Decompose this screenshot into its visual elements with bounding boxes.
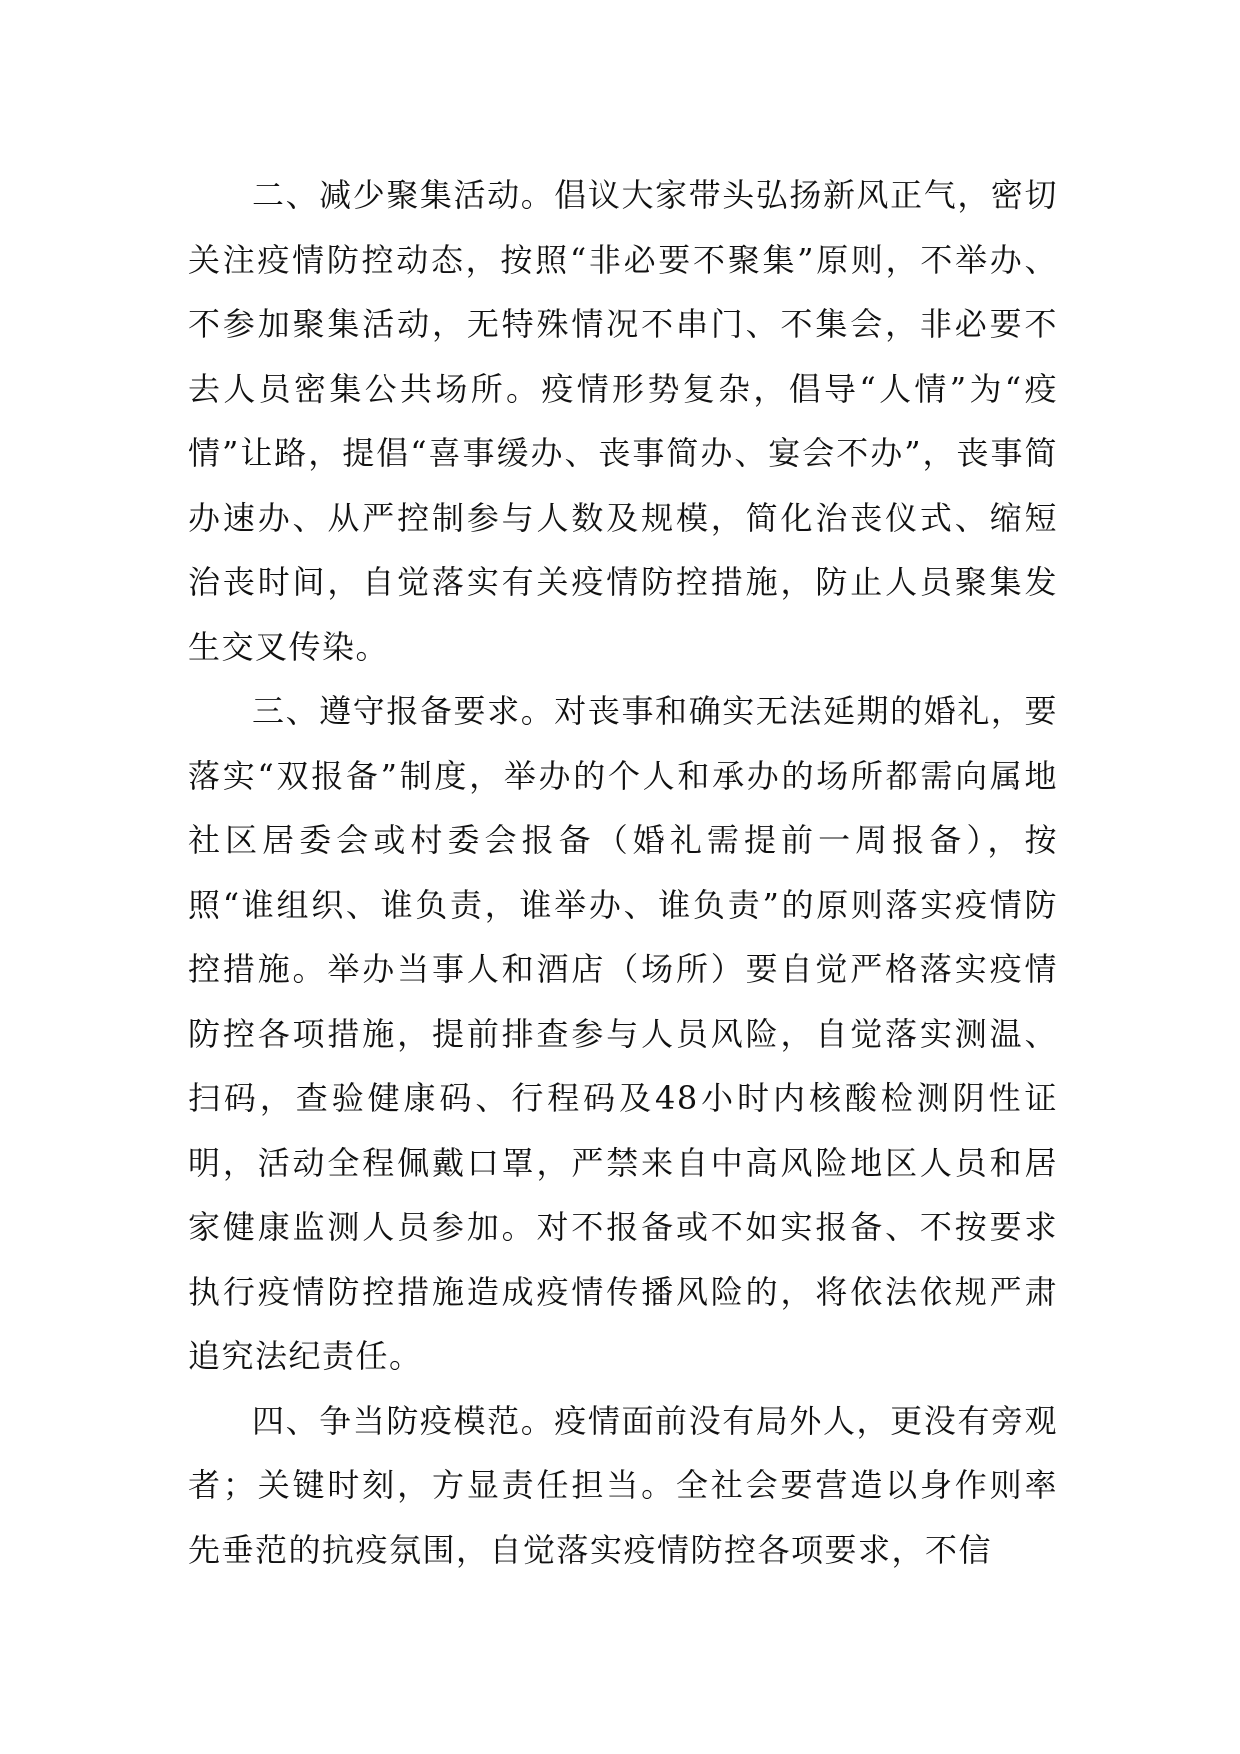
- paragraph-reduce-gatherings: 二、减少聚集活动。倡议大家带头弘扬新风正气，密切关注疫情防控动态，按照“非必要不聚集”原则，不举办、不参加聚集活动，无特殊情况不串门、不集会，非必要不去人员密集公共场所。疫情形势复杂，倡导“人情”为“疫情”让路，提倡“喜事缓办、丧事简办、宴会不办”，丧事简办速办、从严控制参与人数及规模，简化治丧仪式、缩短治丧时间，自觉落实有关疫情防控措施，防止人员聚集发生交叉传染。: [188, 176, 1058, 666]
- document-body: [188, 163, 1058, 1582]
- paragraph-reporting-requirements: 三、遵守报备要求。对丧事和确实无法延期的婚礼，要落实“双报备”制度，举办的个人和承办的场所都需向属地社区居委会或村委会报备（婚礼需提前一周报备），按照“谁组织、谁负责，谁举办、谁负责”的原则落实疫情防控措施。举办当事人和酒店（场所）要自觉严格落实疫情防控各项措施，提前排查参与人员风险，自觉落实测温、扫码，查验健康码、行程码及48小时内核酸检测阴性证明，活动全程佩戴口罩，严禁来自中高风险地区人员和居家健康监测人员参加。对不报备或不如实报备、不按要求执行疫情防控措施造成疫情传播风险的，将依法依规严肃追究法纪责任。: [188, 692, 1058, 1375]
- paragraph-epidemic-model: 四、争当防疫模范。疫情面前没有局外人，更没有旁观者；关键时刻，方显责任担当。全社会要营造以身作则率先垂范的抗疫氛围，自觉落实疫情防控各项要求，不信: [188, 1401, 1058, 1569]
